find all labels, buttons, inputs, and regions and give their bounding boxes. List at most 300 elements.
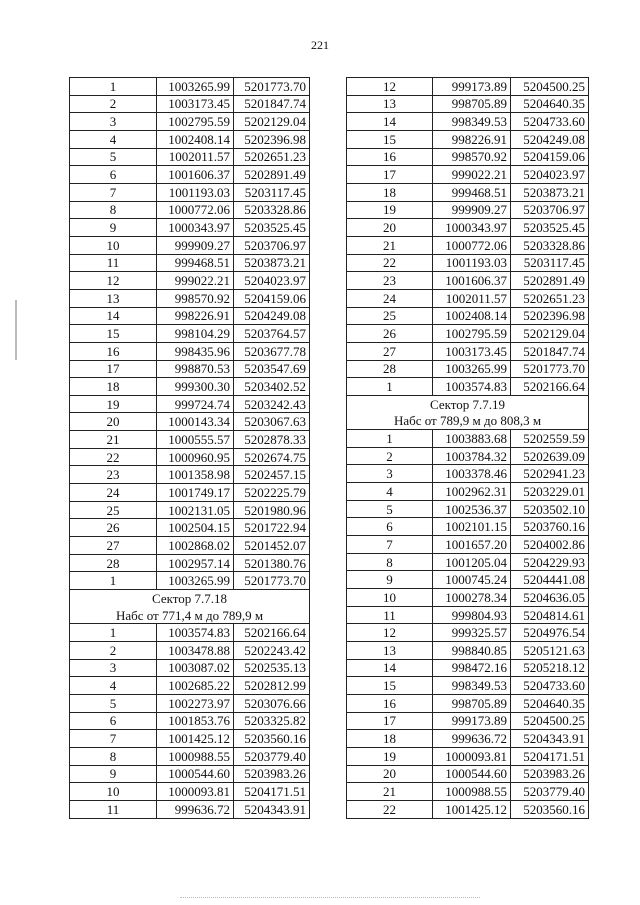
point-number-cell: 16 <box>347 694 433 712</box>
x-coordinate-cell: 1000278.34 <box>433 589 511 607</box>
table-row <box>347 307 589 325</box>
y-coordinate-cell: 5203229.01 <box>511 483 589 501</box>
point-number-cell: 13 <box>347 642 433 660</box>
x-coordinate-cell: 998705.89 <box>433 694 511 712</box>
table-row <box>70 78 310 96</box>
point-number-cell: 25 <box>70 501 157 519</box>
x-coordinate-cell: 1003265.99 <box>157 78 234 96</box>
sector-heading-row <box>347 395 589 412</box>
y-coordinate-cell: 5202396.98 <box>234 130 310 148</box>
y-coordinate-cell: 5203325.82 <box>234 712 310 730</box>
x-coordinate-cell: 998570.92 <box>433 148 511 166</box>
x-coordinate-cell: 1001425.12 <box>157 730 234 748</box>
table-row <box>347 747 589 765</box>
table-row <box>70 236 310 254</box>
point-number-cell: 19 <box>70 395 157 413</box>
point-number-cell: 24 <box>70 484 157 502</box>
table-row <box>347 219 589 237</box>
table-row <box>347 78 589 96</box>
y-coordinate-cell: 5203760.16 <box>511 518 589 536</box>
sector-heading-row <box>70 590 310 607</box>
y-coordinate-cell: 5202559.59 <box>511 430 589 448</box>
point-number-cell: 28 <box>347 360 433 378</box>
point-number-cell: 26 <box>70 519 157 537</box>
point-number-cell: 4 <box>70 130 157 148</box>
point-number-cell: 24 <box>347 289 433 307</box>
coordinates-table-left <box>69 77 310 819</box>
x-coordinate-cell: 1002536.37 <box>433 500 511 518</box>
y-coordinate-cell: 5203525.45 <box>234 219 310 237</box>
point-number-cell: 11 <box>347 606 433 624</box>
y-coordinate-cell: 5202891.49 <box>511 272 589 290</box>
x-coordinate-cell: 1000544.60 <box>157 765 234 783</box>
y-coordinate-cell: 5204159.06 <box>511 148 589 166</box>
x-coordinate-cell: 998870.53 <box>157 360 234 378</box>
y-coordinate-cell: 5204343.91 <box>234 800 310 818</box>
table-row <box>70 659 310 677</box>
point-number-cell: 25 <box>347 307 433 325</box>
x-coordinate-cell: 999724.74 <box>157 395 234 413</box>
point-number-cell: 13 <box>70 289 157 307</box>
x-coordinate-cell: 1000555.57 <box>157 431 234 449</box>
x-coordinate-cell: 1000988.55 <box>433 783 511 801</box>
table-row <box>70 431 310 449</box>
y-coordinate-cell: 5203983.26 <box>511 765 589 783</box>
table-row <box>70 307 310 325</box>
table-row <box>347 236 589 254</box>
x-coordinate-cell: 999804.93 <box>433 606 511 624</box>
y-coordinate-cell: 5203873.21 <box>234 254 310 272</box>
table-row <box>70 395 310 413</box>
coordinates-table-right-body <box>347 78 589 819</box>
y-coordinate-cell: 5203779.40 <box>234 747 310 765</box>
y-coordinate-cell: 5204500.25 <box>511 78 589 96</box>
table-row <box>70 342 310 360</box>
table-row <box>70 466 310 484</box>
x-coordinate-cell: 1001425.12 <box>433 800 511 818</box>
table-row <box>347 606 589 624</box>
x-coordinate-cell: 1001853.76 <box>157 712 234 730</box>
point-number-cell: 7 <box>347 536 433 554</box>
point-number-cell: 10 <box>70 783 157 801</box>
point-number-cell: 7 <box>70 183 157 201</box>
x-coordinate-cell: 1002962.31 <box>433 483 511 501</box>
point-number-cell: 1 <box>347 430 433 448</box>
table-row <box>70 537 310 555</box>
x-coordinate-cell: 998570.92 <box>157 289 234 307</box>
y-coordinate-cell: 5201773.70 <box>511 360 589 378</box>
y-coordinate-cell: 5204640.35 <box>511 694 589 712</box>
point-number-cell: 11 <box>70 254 157 272</box>
y-coordinate-cell: 5203560.16 <box>234 730 310 748</box>
y-coordinate-cell: 5203117.45 <box>511 254 589 272</box>
x-coordinate-cell: 999909.27 <box>433 201 511 219</box>
y-coordinate-cell: 5204636.05 <box>511 589 589 607</box>
y-coordinate-cell: 5204023.97 <box>234 272 310 290</box>
x-coordinate-cell: 1000093.81 <box>433 747 511 765</box>
table-row <box>347 342 589 360</box>
table-row <box>70 677 310 695</box>
y-coordinate-cell: 5204976.54 <box>511 624 589 642</box>
y-coordinate-cell: 5202535.13 <box>234 659 310 677</box>
point-number-cell: 21 <box>347 236 433 254</box>
y-coordinate-cell: 5204733.60 <box>511 113 589 131</box>
x-coordinate-cell: 1003574.83 <box>157 624 234 642</box>
point-number-cell: 21 <box>70 431 157 449</box>
coordinates-table-left-body <box>70 78 310 819</box>
table-row <box>70 519 310 537</box>
y-coordinate-cell: 5203117.45 <box>234 183 310 201</box>
point-number-cell: 22 <box>347 254 433 272</box>
point-number-cell: 3 <box>70 113 157 131</box>
sector-depth-range: Набс от 771,4 м до 789,9 м <box>70 607 310 624</box>
y-coordinate-cell: 5203242.43 <box>234 395 310 413</box>
x-coordinate-cell: 998226.91 <box>157 307 234 325</box>
table-row <box>70 730 310 748</box>
point-number-cell: 20 <box>70 413 157 431</box>
x-coordinate-cell: 1000772.06 <box>433 236 511 254</box>
point-number-cell: 14 <box>347 659 433 677</box>
table-row <box>70 501 310 519</box>
y-coordinate-cell: 5201773.70 <box>234 572 310 590</box>
y-coordinate-cell: 5202225.79 <box>234 484 310 502</box>
point-number-cell: 6 <box>347 518 433 536</box>
x-coordinate-cell: 1001205.04 <box>433 553 511 571</box>
y-coordinate-cell: 5201980.96 <box>234 501 310 519</box>
y-coordinate-cell: 5203076.66 <box>234 694 310 712</box>
x-coordinate-cell: 1001606.37 <box>157 166 234 184</box>
y-coordinate-cell: 5205218.12 <box>511 659 589 677</box>
table-row <box>70 360 310 378</box>
point-number-cell: 16 <box>70 342 157 360</box>
table-row <box>70 219 310 237</box>
point-number-cell: 1 <box>70 78 157 96</box>
x-coordinate-cell: 1003378.46 <box>433 465 511 483</box>
point-number-cell: 16 <box>347 148 433 166</box>
table-row <box>70 254 310 272</box>
x-coordinate-cell: 1003265.99 <box>157 572 234 590</box>
point-number-cell: 2 <box>70 95 157 113</box>
point-number-cell: 20 <box>347 765 433 783</box>
table-row <box>70 747 310 765</box>
y-coordinate-cell: 5202166.64 <box>511 378 589 396</box>
y-coordinate-cell: 5204159.06 <box>234 289 310 307</box>
table-row <box>347 325 589 343</box>
table-row <box>347 113 589 131</box>
x-coordinate-cell: 1003883.68 <box>433 430 511 448</box>
point-number-cell: 1 <box>70 624 157 642</box>
table-row <box>70 289 310 307</box>
x-coordinate-cell: 1002101.15 <box>433 518 511 536</box>
x-coordinate-cell: 1002011.57 <box>157 148 234 166</box>
y-coordinate-cell: 5204733.60 <box>511 677 589 695</box>
sector-depth-range: Набс от 789,9 м до 808,3 м <box>347 412 589 429</box>
table-row <box>347 272 589 290</box>
y-coordinate-cell: 5202941.23 <box>511 465 589 483</box>
point-number-cell: 9 <box>70 219 157 237</box>
point-number-cell: 14 <box>347 113 433 131</box>
x-coordinate-cell: 1002273.97 <box>157 694 234 712</box>
point-number-cell: 5 <box>347 500 433 518</box>
point-number-cell: 19 <box>347 747 433 765</box>
coordinates-table-right <box>346 77 589 819</box>
table-row <box>347 447 589 465</box>
y-coordinate-cell: 5202166.64 <box>234 624 310 642</box>
point-number-cell: 8 <box>347 553 433 571</box>
table-row <box>347 624 589 642</box>
table-row <box>347 360 589 378</box>
point-number-cell: 21 <box>347 783 433 801</box>
table-row <box>70 800 310 818</box>
y-coordinate-cell: 5203764.57 <box>234 325 310 343</box>
point-number-cell: 8 <box>70 747 157 765</box>
x-coordinate-cell: 999325.57 <box>433 624 511 642</box>
y-coordinate-cell: 5202639.09 <box>511 447 589 465</box>
x-coordinate-cell: 1001193.03 <box>157 183 234 201</box>
point-number-cell: 28 <box>70 554 157 572</box>
point-number-cell: 3 <box>347 465 433 483</box>
x-coordinate-cell: 999173.89 <box>433 78 511 96</box>
x-coordinate-cell: 1002504.15 <box>157 519 234 537</box>
point-number-cell: 17 <box>347 712 433 730</box>
table-row <box>347 183 589 201</box>
x-coordinate-cell: 1000343.97 <box>433 219 511 237</box>
point-number-cell: 6 <box>70 166 157 184</box>
table-row <box>347 518 589 536</box>
x-coordinate-cell: 998840.85 <box>433 642 511 660</box>
x-coordinate-cell: 1002795.59 <box>157 113 234 131</box>
y-coordinate-cell: 5204249.08 <box>234 307 310 325</box>
y-coordinate-cell: 5202674.75 <box>234 448 310 466</box>
table-row <box>70 694 310 712</box>
x-coordinate-cell: 1003173.45 <box>433 342 511 360</box>
x-coordinate-cell: 1001606.37 <box>433 272 511 290</box>
point-number-cell: 7 <box>70 730 157 748</box>
x-coordinate-cell: 1000343.97 <box>157 219 234 237</box>
x-coordinate-cell: 1003173.45 <box>157 95 234 113</box>
point-number-cell: 9 <box>70 765 157 783</box>
point-number-cell: 1 <box>70 572 157 590</box>
x-coordinate-cell: 1002795.59 <box>433 325 511 343</box>
table-row <box>347 712 589 730</box>
table-row <box>70 642 310 660</box>
y-coordinate-cell: 5202878.33 <box>234 431 310 449</box>
point-number-cell: 18 <box>347 730 433 748</box>
x-coordinate-cell: 1001657.20 <box>433 536 511 554</box>
y-coordinate-cell: 5204249.08 <box>511 130 589 148</box>
point-number-cell: 2 <box>347 447 433 465</box>
sector-subheading-row <box>347 412 589 429</box>
y-coordinate-cell: 5202812.99 <box>234 677 310 695</box>
table-row <box>70 378 310 396</box>
point-number-cell: 11 <box>70 800 157 818</box>
table-row <box>347 465 589 483</box>
table-row <box>347 783 589 801</box>
point-number-cell: 17 <box>347 166 433 184</box>
x-coordinate-cell: 998104.29 <box>157 325 234 343</box>
point-number-cell: 14 <box>70 307 157 325</box>
point-number-cell: 27 <box>70 537 157 555</box>
y-coordinate-cell: 5203402.52 <box>234 378 310 396</box>
x-coordinate-cell: 1003087.02 <box>157 659 234 677</box>
table-row <box>70 413 310 431</box>
table-row <box>70 95 310 113</box>
x-coordinate-cell: 998435.96 <box>157 342 234 360</box>
x-coordinate-cell: 999173.89 <box>433 712 511 730</box>
table-row <box>347 95 589 113</box>
table-row <box>347 694 589 712</box>
x-coordinate-cell: 1002131.05 <box>157 501 234 519</box>
x-coordinate-cell: 1001358.98 <box>157 466 234 484</box>
y-coordinate-cell: 5202396.98 <box>511 307 589 325</box>
y-coordinate-cell: 5201380.76 <box>234 554 310 572</box>
y-coordinate-cell: 5203706.97 <box>511 201 589 219</box>
y-coordinate-cell: 5204023.97 <box>511 166 589 184</box>
point-number-cell: 15 <box>347 677 433 695</box>
x-coordinate-cell: 998705.89 <box>433 95 511 113</box>
x-coordinate-cell: 1000143.34 <box>157 413 234 431</box>
x-coordinate-cell: 1003784.32 <box>433 447 511 465</box>
x-coordinate-cell: 998349.53 <box>433 677 511 695</box>
table-row <box>70 201 310 219</box>
sector-title: Сектор 7.7.18 <box>70 590 310 607</box>
table-row <box>347 166 589 184</box>
y-coordinate-cell: 5203328.86 <box>234 201 310 219</box>
y-coordinate-cell: 5203328.86 <box>511 236 589 254</box>
y-coordinate-cell: 5203502.10 <box>511 500 589 518</box>
y-coordinate-cell: 5204343.91 <box>511 730 589 748</box>
point-number-cell: 4 <box>70 677 157 695</box>
table-row <box>347 148 589 166</box>
point-number-cell: 17 <box>70 360 157 378</box>
y-coordinate-cell: 5202651.23 <box>511 289 589 307</box>
y-coordinate-cell: 5201773.70 <box>234 78 310 96</box>
table-row <box>347 677 589 695</box>
x-coordinate-cell: 1002408.14 <box>433 307 511 325</box>
y-coordinate-cell: 5202457.15 <box>234 466 310 484</box>
y-coordinate-cell: 5203560.16 <box>511 800 589 818</box>
x-coordinate-cell: 1001749.17 <box>157 484 234 502</box>
x-coordinate-cell: 1000093.81 <box>157 783 234 801</box>
table-row <box>70 148 310 166</box>
table-row <box>347 800 589 818</box>
table-row <box>347 659 589 677</box>
table-row <box>347 378 589 396</box>
x-coordinate-cell: 1002957.14 <box>157 554 234 572</box>
point-number-cell: 19 <box>347 201 433 219</box>
point-number-cell: 23 <box>347 272 433 290</box>
y-coordinate-cell: 5203779.40 <box>511 783 589 801</box>
y-coordinate-cell: 5204171.51 <box>511 747 589 765</box>
table-row <box>70 765 310 783</box>
point-number-cell: 6 <box>70 712 157 730</box>
x-coordinate-cell: 1000544.60 <box>433 765 511 783</box>
point-number-cell: 9 <box>347 571 433 589</box>
table-row <box>70 113 310 131</box>
table-row <box>347 500 589 518</box>
point-number-cell: 27 <box>347 342 433 360</box>
table-row <box>347 765 589 783</box>
y-coordinate-cell: 5204171.51 <box>234 783 310 801</box>
point-number-cell: 5 <box>70 694 157 712</box>
table-row <box>70 783 310 801</box>
x-coordinate-cell: 1002868.02 <box>157 537 234 555</box>
y-coordinate-cell: 5204002.86 <box>511 536 589 554</box>
y-coordinate-cell: 5201847.74 <box>511 342 589 360</box>
table-row <box>347 130 589 148</box>
table-row <box>347 201 589 219</box>
x-coordinate-cell: 999468.51 <box>433 183 511 201</box>
y-coordinate-cell: 5203525.45 <box>511 219 589 237</box>
point-number-cell: 3 <box>70 659 157 677</box>
x-coordinate-cell: 1000745.24 <box>433 571 511 589</box>
x-coordinate-cell: 1003574.83 <box>433 378 511 396</box>
table-row <box>70 554 310 572</box>
table-row <box>70 624 310 642</box>
x-coordinate-cell: 1002408.14 <box>157 130 234 148</box>
sector-title: Сектор 7.7.19 <box>347 395 589 412</box>
table-row <box>347 642 589 660</box>
point-number-cell: 26 <box>347 325 433 343</box>
table-row <box>347 553 589 571</box>
x-coordinate-cell: 1000772.06 <box>157 201 234 219</box>
x-coordinate-cell: 998472.16 <box>433 659 511 677</box>
point-number-cell: 23 <box>70 466 157 484</box>
y-coordinate-cell: 5203706.97 <box>234 236 310 254</box>
scan-bottom-mark <box>180 897 480 899</box>
y-coordinate-cell: 5204229.93 <box>511 553 589 571</box>
table-row <box>70 166 310 184</box>
table-row <box>347 571 589 589</box>
point-number-cell: 12 <box>70 272 157 290</box>
table-row <box>70 484 310 502</box>
table-row <box>347 254 589 272</box>
point-number-cell: 18 <box>347 183 433 201</box>
point-number-cell: 18 <box>70 378 157 396</box>
x-coordinate-cell: 999022.21 <box>433 166 511 184</box>
point-number-cell: 5 <box>70 148 157 166</box>
table-row <box>70 572 310 590</box>
y-coordinate-cell: 5205121.63 <box>511 642 589 660</box>
x-coordinate-cell: 1002685.22 <box>157 677 234 695</box>
point-number-cell: 12 <box>347 624 433 642</box>
x-coordinate-cell: 1000988.55 <box>157 747 234 765</box>
x-coordinate-cell: 999022.21 <box>157 272 234 290</box>
page-number: 221 <box>311 38 329 52</box>
y-coordinate-cell: 5202891.49 <box>234 166 310 184</box>
x-coordinate-cell: 1003478.88 <box>157 642 234 660</box>
x-coordinate-cell: 999636.72 <box>157 800 234 818</box>
x-coordinate-cell: 1003265.99 <box>433 360 511 378</box>
point-number-cell: 8 <box>70 201 157 219</box>
x-coordinate-cell: 999468.51 <box>157 254 234 272</box>
point-number-cell: 13 <box>347 95 433 113</box>
x-coordinate-cell: 1000960.95 <box>157 448 234 466</box>
point-number-cell: 1 <box>347 378 433 396</box>
scan-edge-mark <box>15 300 17 360</box>
point-number-cell: 22 <box>347 800 433 818</box>
point-number-cell: 15 <box>347 130 433 148</box>
point-number-cell: 10 <box>70 236 157 254</box>
y-coordinate-cell: 5203677.78 <box>234 342 310 360</box>
point-number-cell: 2 <box>70 642 157 660</box>
y-coordinate-cell: 5204500.25 <box>511 712 589 730</box>
point-number-cell: 22 <box>70 448 157 466</box>
x-coordinate-cell: 1002011.57 <box>433 289 511 307</box>
y-coordinate-cell: 5201847.74 <box>234 95 310 113</box>
y-coordinate-cell: 5203873.21 <box>511 183 589 201</box>
y-coordinate-cell: 5203067.63 <box>234 413 310 431</box>
